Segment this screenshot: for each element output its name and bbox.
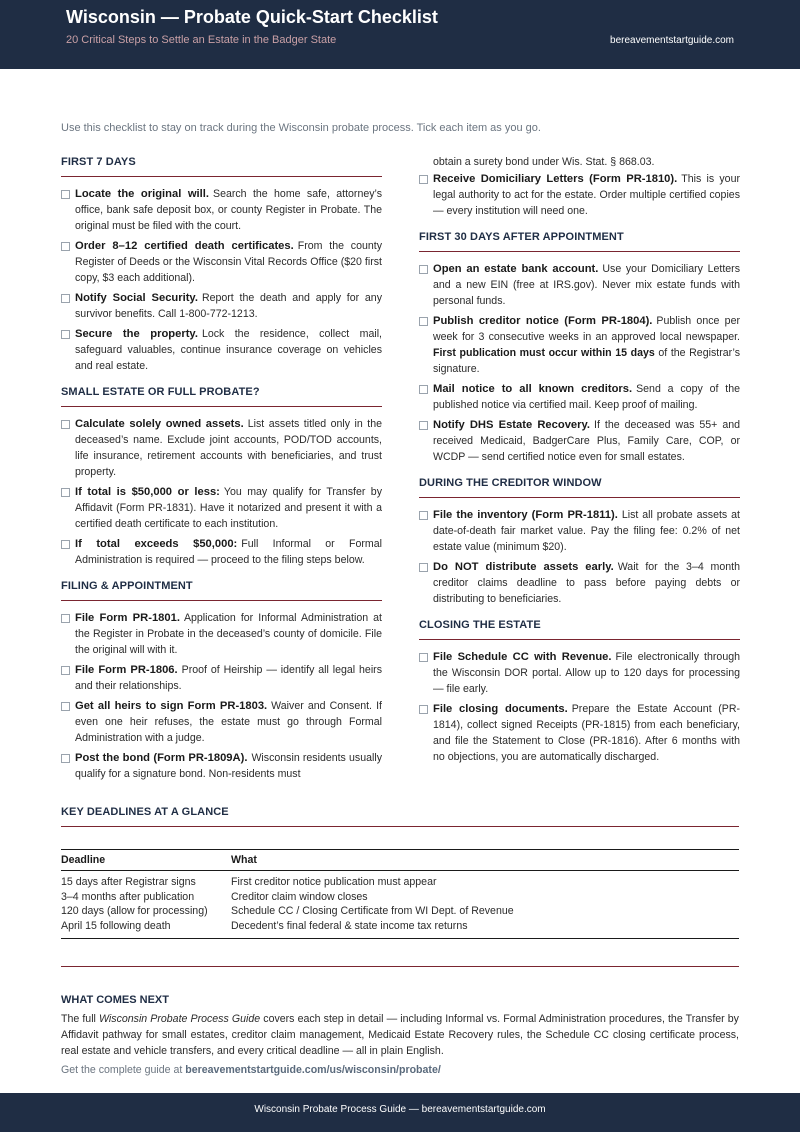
table-row <box>61 890 739 905</box>
checklist-item-lead: If total is $50,000 or less: <box>75 486 220 498</box>
checklist-item-detail: Proof of Heirship — identify all legal heirs and their relationships. <box>75 664 382 692</box>
checklist-item <box>61 662 382 694</box>
checklist-item-text <box>433 649 740 697</box>
checklist-item-detail: List all probate assets at date-of-death fair market value. Pay the filing fee: 0.2% of net estate value (minimum $20). <box>433 509 740 553</box>
what-cell: First creditor notice publication must appear <box>231 876 437 888</box>
checklist-item-emphasis: First publication must occur within 15 days <box>433 347 655 359</box>
section-title-small-estate: SMALL ESTATE OR FULL PROBATE? <box>61 380 382 407</box>
table-row <box>61 919 739 934</box>
section-title-closing-estate: CLOSING THE ESTATE <box>419 613 740 640</box>
page-subtitle: 20 Critical Steps to Settle an Estate in the Badger State <box>66 34 337 46</box>
checklist-item-text <box>433 313 740 377</box>
paragraph-text-end: covers each step in detail — including Informal vs. Formal Administration procedures, the Transfer by Affidavit pathway for small estates, creditor claim management, Medicaid Estate Recovery rules, the Schedule CC closing certificate process, real estate and vehicle transfers, and every critical deadline — all in plain English. <box>61 1013 739 1057</box>
checkbox[interactable] <box>419 563 428 572</box>
checkbox[interactable] <box>61 294 70 303</box>
table-row <box>61 875 739 890</box>
checkbox[interactable] <box>419 511 428 520</box>
checklist-item-lead: File Form PR-1806. <box>75 664 178 676</box>
section-title-first-7-days: FIRST 7 DAYS <box>61 150 382 177</box>
checkbox[interactable] <box>419 705 428 714</box>
checklist-item <box>61 326 382 374</box>
checklist-item-text <box>433 701 740 765</box>
checklist-item <box>419 507 740 555</box>
checklist-item-lead: Mail notice to all known creditors. <box>433 383 633 395</box>
checklist-item-detail: Publish once per week for 3 consecutive weeks in an approved local newspaper. <box>433 315 740 343</box>
deadlines-table-body <box>61 871 739 938</box>
section-filing-continued <box>419 171 740 219</box>
checkbox[interactable] <box>61 614 70 623</box>
section-title-creditor-window: DURING THE CREDITOR WINDOW <box>419 471 740 498</box>
deadline-cell: 15 days after Registrar signs <box>61 876 196 888</box>
what-comes-next-section <box>61 994 739 1076</box>
checklist-item <box>61 238 382 286</box>
checklist-item-detail: Send a copy of the published notice via certified mail. Keep proof of mailing. <box>433 383 740 411</box>
checklist-item-lead: File Form PR-1801. <box>75 612 180 624</box>
checklist-item <box>61 416 382 480</box>
checkbox[interactable] <box>61 190 70 199</box>
section-filing-appointment <box>61 610 382 782</box>
checkbox[interactable] <box>61 330 70 339</box>
checklist-item-lead: Open an estate bank account. <box>433 263 599 275</box>
section-small-estate <box>61 416 382 568</box>
checklist-item-detail: Waiver and Consent. If even one heir refuses, the estate must go through Formal Administration with a judge. <box>75 700 382 744</box>
checklist-item-detail: If the deceased was 55+ and received Medicaid, BadgerCare Plus, Family Care, COP, or WCDP — send certified notice even for small estates. <box>433 419 740 463</box>
deadline-cell: 3–4 months after publication <box>61 890 195 903</box>
checklist-item <box>61 290 382 322</box>
right-column <box>419 154 740 771</box>
paragraph-text-start: The full <box>61 1013 96 1025</box>
checklist-item-text <box>433 261 740 309</box>
checklist-item-lead: Get all heirs to sign Form PR-1803. <box>75 700 268 712</box>
checklist-item-lead: File the inventory (Form PR-1811). <box>433 509 618 521</box>
checkbox[interactable] <box>61 702 70 711</box>
left-column <box>61 150 382 788</box>
deadlines-table-header <box>61 850 739 871</box>
checkbox[interactable] <box>419 175 428 184</box>
checklist-item-text <box>433 381 740 413</box>
what-cell: Schedule CC / Closing Certificate from WI Dept. of Revenue <box>231 905 514 917</box>
checkbox[interactable] <box>419 385 428 394</box>
section-first-7-days <box>61 186 382 374</box>
checkbox[interactable] <box>419 317 428 326</box>
checklist-item-text <box>433 417 740 465</box>
what-comes-next-title: WHAT COMES NEXT <box>61 994 169 1006</box>
checklist-item-detail: Full Informal or Formal Administration is required — proceed to the filing steps below. <box>75 538 382 566</box>
checkbox[interactable] <box>61 666 70 675</box>
checklist-item <box>419 559 740 607</box>
section-title-filing-appointment: FILING & APPOINTMENT <box>61 574 382 601</box>
what-comes-next-paragraph <box>61 1011 739 1059</box>
checklist-item-text <box>433 559 740 607</box>
checklist-item <box>419 381 740 413</box>
continued-text: obtain a surety bond under Wis. Stat. § 868.03. <box>433 156 655 168</box>
guide-link-prefix: Get the complete guide at <box>61 1064 183 1076</box>
checklist-item-detail: This is your legal authority to act for the estate. Order multiple certified copies — every institution will need one. <box>433 173 740 217</box>
checklist-item <box>61 536 382 568</box>
checklist-item-lead: Notify Social Security. <box>75 292 198 304</box>
footer-text: Wisconsin Probate Process Guide — bereavementstartguide.com <box>254 1104 546 1115</box>
checklist-item-text <box>75 662 382 694</box>
checklist-item-detail: Wait for the 3–4 month creditor claims deadline to pass before paying debts or distributing to beneficiaries. <box>433 561 741 605</box>
checklist-item-text <box>75 610 382 658</box>
guide-name: Wisconsin Probate Process Guide <box>99 1013 261 1025</box>
checkbox[interactable] <box>419 265 428 274</box>
table-row <box>61 904 739 919</box>
page-title: Wisconsin — Probate Quick-Start Checklist <box>66 7 438 27</box>
checkbox[interactable] <box>61 754 70 763</box>
checklist-item-detail: Report the death and apply for any survivor benefits. Call 1-800-772-1213. <box>75 292 382 320</box>
checklist-item-text <box>433 507 740 555</box>
checklist-item <box>419 261 740 309</box>
checkbox[interactable] <box>61 242 70 251</box>
page-header <box>0 0 800 69</box>
checklist-item-text <box>75 326 382 374</box>
checklist-item-detail: Search the home safe, attorney’s office, bank safe deposit box, or county Register in Probate. The original must be filed with the court. <box>75 188 382 232</box>
checklist-item <box>419 417 740 465</box>
checklist-item-detail: File electronically through the Wisconsin DOR portal. Allow up to 120 days for processing — file early. <box>433 651 740 695</box>
what-cell: Decedent’s final federal & state income tax returns <box>231 919 468 932</box>
checklist-item <box>61 698 382 746</box>
checklist-item-detail: Lock the residence, collect mail, safeguard valuables, continue insurance coverage on vehicles and real estate. <box>75 328 383 372</box>
guide-link-line <box>61 1064 739 1076</box>
deadlines-section <box>61 800 739 939</box>
page-footer <box>0 1093 800 1132</box>
checklist-item-lead: File Schedule CC with Revenue. <box>433 651 612 663</box>
checklist-item-detail-end: of the Registrar’s signature. <box>433 347 740 375</box>
guide-link[interactable]: bereavementstartguide.com/us/wisconsin/probate/ <box>185 1064 441 1076</box>
deadline-cell: 120 days (allow for processing) <box>61 905 208 917</box>
section-divider <box>61 966 739 967</box>
checklist-item-text <box>75 186 382 234</box>
checklist-item-lead: Notify DHS Estate Recovery. <box>433 419 591 431</box>
checklist-item-lead: Post the bond (Form PR-1809A). <box>75 752 248 764</box>
checklist-item-text <box>75 290 382 322</box>
checkbox[interactable] <box>61 420 70 429</box>
checklist-item <box>61 610 382 658</box>
checklist-item-lead: Calculate solely owned assets. <box>75 418 244 430</box>
checklist-item <box>419 171 740 219</box>
intro-text: Use this checklist to stay on track during the Wisconsin probate process. Tick each item as you go. <box>61 122 541 134</box>
deadlines-table <box>61 849 739 939</box>
section-first-30-days <box>419 261 740 465</box>
column-header-deadline: Deadline <box>61 854 106 866</box>
section-closing-estate <box>419 649 740 765</box>
checklist-item-lead: Publish creditor notice (Form PR-1804). <box>433 315 653 327</box>
deadlines-title: KEY DEADLINES AT A GLANCE <box>61 800 739 827</box>
checklist-item <box>419 313 740 377</box>
checklist-item-text <box>75 750 382 782</box>
checklist-item-text <box>75 416 382 480</box>
checkbox[interactable] <box>419 653 428 662</box>
checklist-item-text <box>75 484 382 532</box>
checklist-item <box>61 750 382 782</box>
checklist-item-lead: Receive Domiciliary Letters (Form PR-1810). <box>433 173 678 185</box>
header-site-link[interactable]: bereavementstartguide.com <box>610 35 734 46</box>
checklist-item-detail: Use your Domiciliary Letters and a new EIN (free at IRS.gov). Never mix estate funds with personal funds. <box>433 263 740 307</box>
checklist-item-lead: If total exceeds $50,000: <box>75 538 238 550</box>
checkbox[interactable] <box>61 488 70 497</box>
checklist-item-text <box>75 238 382 286</box>
checklist-item-detail: You may qualify for Transfer by Affidavit (Form PR-1831). Have it notarized and present it with a certified death certificate to each institution. <box>75 486 382 530</box>
what-cell: Creditor claim window closes <box>231 890 368 903</box>
checklist-item-lead: Do NOT distribute assets early. <box>433 561 614 573</box>
checkbox[interactable] <box>61 540 70 549</box>
checklist-item <box>419 649 740 697</box>
checklist-item-lead: Locate the original will. <box>75 188 209 200</box>
checklist-item-detail: Application for Informal Administration at the Register in Probate in the deceased’s county of domicile. File the original will with it. <box>75 612 382 656</box>
checklist-item-detail: Prepare the Estate Account (PR-1814), collect signed Receipts (PR-1815) from each beneficiary, and file the Statement to Close (PR-1816). After 6 months with no objections, you are automatically discharged. <box>433 703 741 763</box>
checklist-item-lead: Order 8–12 certified death certificates. <box>75 240 294 252</box>
section-title-first-30-days: FIRST 30 DAYS AFTER APPOINTMENT <box>419 225 740 252</box>
section-creditor-window <box>419 507 740 607</box>
checklist-item-text <box>75 698 382 746</box>
checklist-item-detail: Wisconsin residents usually qualify for a signature bond. Non-residents must <box>75 752 382 780</box>
checklist-item-detail: List assets titled only in the deceased’s name. Exclude joint accounts, POD/TOD accounts, life insurance, retirement accounts with beneficiaries, and trust property. <box>75 418 382 478</box>
checklist-item-lead: File closing documents. <box>433 703 568 715</box>
checklist-item <box>61 484 382 532</box>
column-header-what: What <box>231 854 257 866</box>
checkbox[interactable] <box>419 421 428 430</box>
checklist-item-text <box>433 171 740 219</box>
checklist-item-lead: Secure the property. <box>75 328 198 340</box>
checklist-item-text <box>75 536 382 568</box>
checklist-item <box>61 186 382 234</box>
deadline-cell: April 15 following death <box>61 919 171 932</box>
checklist-item-detail: From the county Register of Deeds or the Wisconsin Vital Records Office ($20 first copy, $3 each additional). <box>75 240 382 284</box>
checklist-item <box>419 701 740 765</box>
